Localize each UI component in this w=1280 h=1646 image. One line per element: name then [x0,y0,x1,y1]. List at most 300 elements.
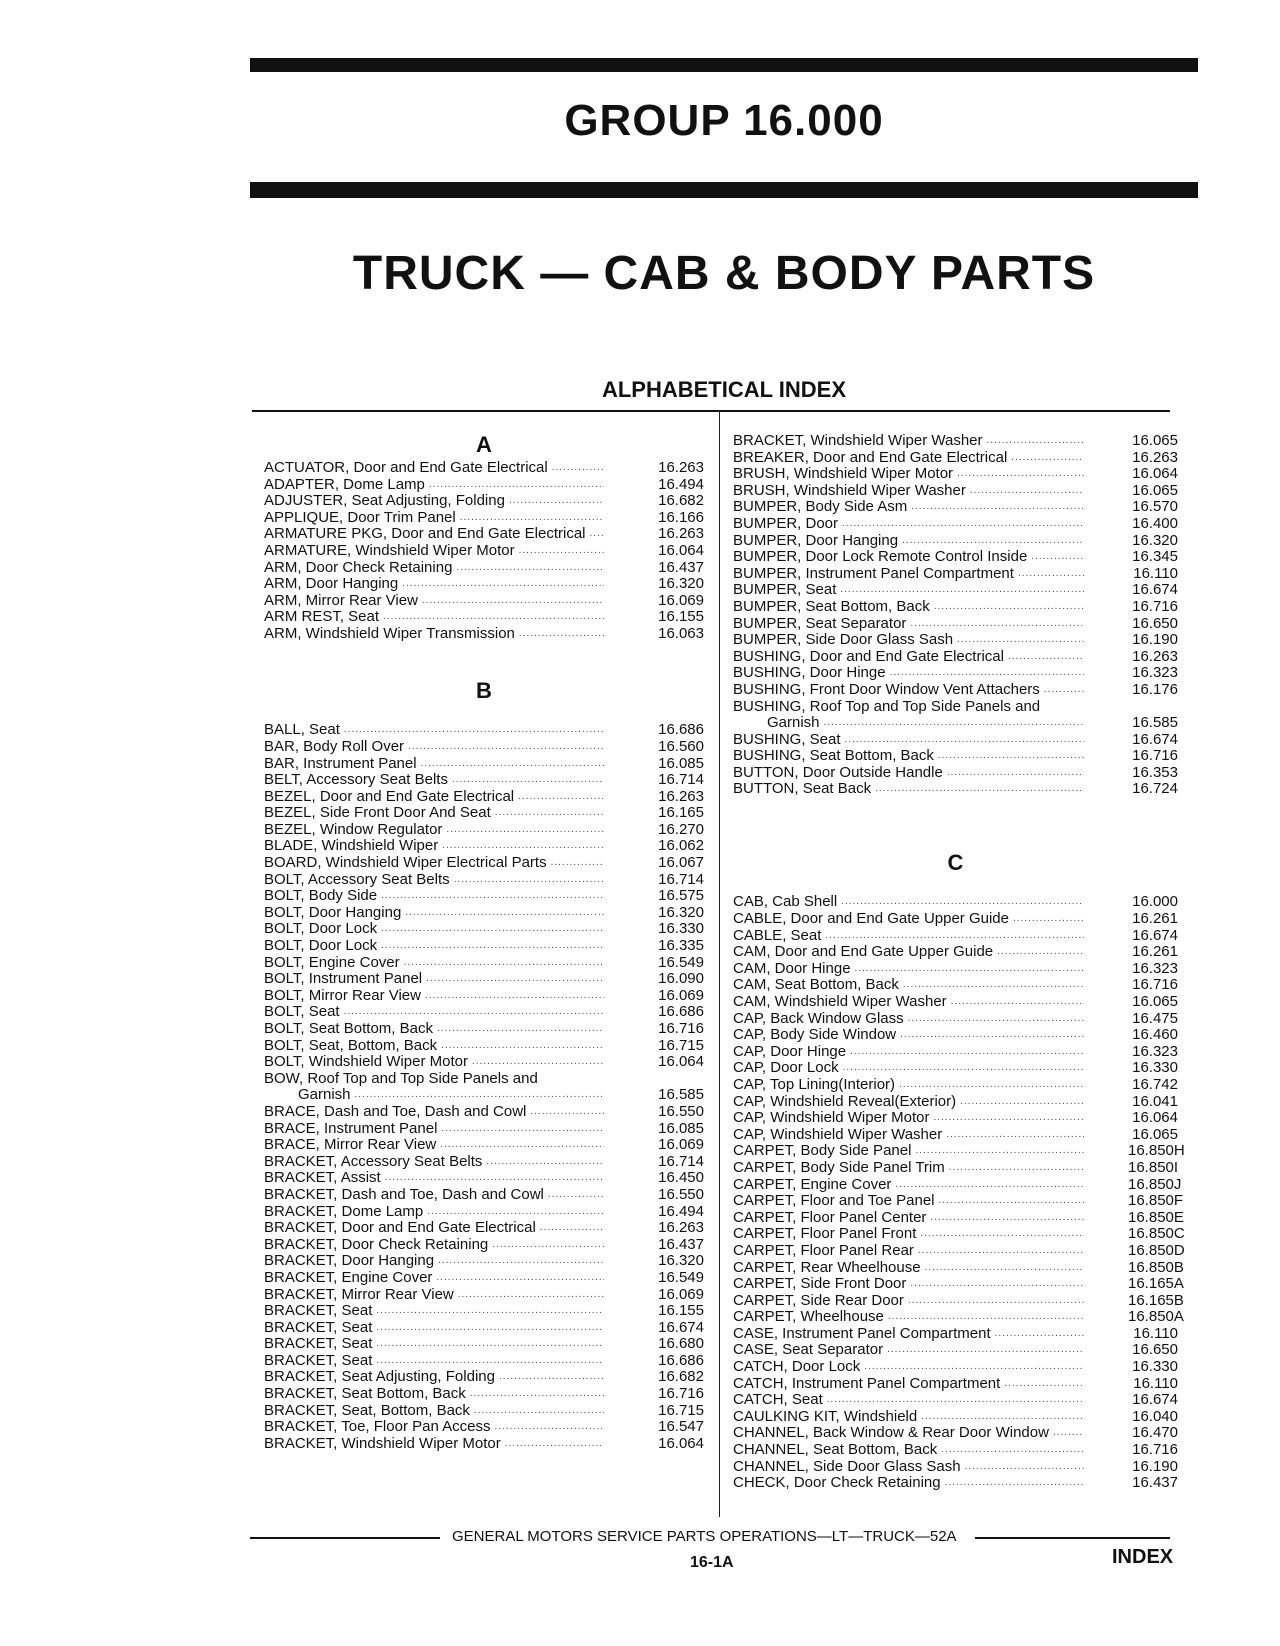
entry-group-number: 16.064 [658,1434,704,1452]
dot-leader [850,1044,1084,1061]
dot-leader [910,1276,1084,1293]
entry-label: CATCH, Seat [733,1391,823,1409]
dot-leader [344,722,604,739]
index-entry [733,911,1178,928]
entry-group-number: 16.165A [1128,1275,1184,1293]
dot-leader [938,748,1084,765]
entry-group-number: 16.065 [1132,481,1178,499]
entry-group-number: 16.320 [658,1252,704,1270]
dot-leader [530,1104,604,1121]
entry-group-number: 16.549 [658,953,704,971]
entry-label: BRACE, Dash and Toe, Dash and Cowl [264,1102,527,1120]
spacer [733,831,1178,848]
index-entry [733,1011,1178,1028]
entry-label: BRACKET, Door and End Gate Electrical [264,1219,536,1237]
index-entry [733,466,1178,483]
index-entry [733,977,1178,994]
dot-leader [1011,450,1084,467]
index-entry [264,838,704,855]
entry-label: CAM, Door and End Gate Upper Guide [733,943,994,961]
entry-label: BUSHING, Seat [733,730,841,748]
entry-label: CAM, Door Hinge [733,959,851,977]
entry-label: BRACKET, Dome Lamp [264,1202,424,1220]
dot-leader [441,1038,604,1055]
entry-label: ADJUSTER, Seat Adjusting, Folding [264,492,505,510]
dot-leader [426,971,604,988]
index-entry [264,1436,704,1453]
entry-label: CARPET, Floor Panel Front [733,1225,917,1243]
entry-label: BRACKET, Seat, Bottom, Back [264,1401,470,1419]
dot-leader [888,1309,1084,1326]
dot-leader [446,822,604,839]
index-entry [733,1475,1178,1492]
entry-group-number: 16.550 [658,1185,704,1203]
entry-label: BRACKET, Seat [264,1318,373,1336]
entry-group-number: 16.065 [1132,1125,1178,1143]
index-entry [733,1110,1178,1127]
entry-group-number: 16.069 [658,1136,704,1154]
entry-group-number: 16.682 [658,1368,704,1386]
index-entry [264,1237,704,1254]
index-entry [264,955,704,972]
index-entry [733,1442,1178,1459]
dot-leader [495,1419,605,1436]
entry-label: CARPET, Engine Cover [733,1175,892,1193]
index-entry [264,576,704,593]
dot-leader [474,1403,604,1420]
entry-group-number: 16.400 [1132,514,1178,532]
entry-group-number: 16.575 [658,887,704,905]
dot-leader [925,1260,1084,1277]
entry-group-number: 16.716 [1132,1441,1178,1459]
entry-label: CAB, Cab Shell [733,893,838,911]
entry-group-number: 16.064 [1132,465,1178,483]
dot-leader [344,1004,604,1021]
index-entry [264,1004,704,1021]
middle-rule [250,182,1198,198]
entry-label: BOLT, Mirror Rear View [264,986,421,1004]
dot-leader [827,1392,1084,1409]
entry-label: CAP, Windshield Wiper Washer [733,1125,943,1143]
entry-group-number: 16.085 [658,1119,704,1137]
entry-group-number: 16.166 [658,508,704,526]
dot-leader [470,1386,604,1403]
entry-label: BRACE, Mirror Rear View [264,1136,437,1154]
dot-leader [908,1293,1084,1310]
entry-group-number: 16.190 [1132,631,1178,649]
index-entry [733,1225,1185,1243]
spacer [264,643,704,660]
index-entry [733,1060,1178,1077]
index-entry [733,1208,1184,1227]
entry-label: BUMPER, Instrument Panel Compartment [733,564,1014,582]
dot-leader [864,1359,1084,1376]
index-entry [733,894,1178,911]
dot-leader [381,938,604,955]
entry-label: CABLE, Door and End Gate Upper Guide [733,910,1009,928]
dot-leader [1031,549,1084,566]
index-entry [733,649,1178,666]
index-entry [733,1342,1178,1359]
index-entry [733,533,1178,550]
entry-group-number: 16.549 [658,1268,704,1286]
entry-group-number: 16.460 [1132,1026,1178,1044]
index-entry [733,582,1178,599]
entry-group-number: 16.714 [658,870,704,888]
entry-label: BUTTON, Seat Back [733,780,872,798]
dot-leader [941,1442,1084,1459]
entry-group-number: 16.263 [658,525,704,543]
dot-leader [548,1187,604,1204]
entry-group-number: 16.263 [658,1219,704,1237]
entry-group-number: 16.065 [1132,993,1178,1010]
index-entry [733,1359,1178,1376]
section-letter: C [947,849,964,875]
entry-group-number: 16.320 [658,903,704,921]
entry-group-number: 16.724 [1132,780,1178,798]
entry-label: Garnish [298,1086,351,1104]
entry-label: CATCH, Instrument Panel Compartment [733,1374,1001,1392]
dot-leader [910,616,1084,633]
entry-label: CHECK, Door Check Retaining [733,1474,941,1492]
index-entry [264,1336,704,1353]
dot-leader [519,543,604,560]
dot-leader [895,1177,1084,1194]
index-entry [264,1054,704,1071]
index-entry [733,549,1178,566]
dot-leader [987,433,1084,450]
entry-label: CARPET, Floor and Toe Panel [733,1192,935,1210]
dot-leader [899,1077,1084,1094]
entry-label: CARPET, Rear Wheelhouse [733,1258,921,1276]
entry-label: BUMPER, Door [733,514,839,532]
index-entry [264,1087,704,1104]
dot-leader [970,483,1084,500]
entry-group-number: 16.680 [658,1335,704,1353]
entry-label: BUMPER, Seat Bottom, Back [733,597,930,615]
entry-group-number: 16.261 [1132,910,1178,928]
index-entry [733,732,1178,749]
entry-label: BALL, Seat [264,721,340,739]
entry-group-number: 16.715 [658,1401,704,1419]
entry-label: BRACKET, Seat Bottom, Back [264,1385,466,1403]
entry-label: CHANNEL, Back Window & Rear Door Window [733,1424,1049,1442]
entry-group-number: 16.041 [1132,1092,1178,1110]
entry-group-number: 16.686 [658,1003,704,1021]
dot-leader [824,715,1084,732]
dot-leader [422,593,604,610]
entry-group-number: 16.674 [1132,1391,1178,1409]
entry-group-number: 16.650 [1132,614,1178,632]
entry-label: CASE, Seat Separator [733,1341,884,1359]
index-entry [264,1353,704,1370]
entry-label: BOLT, Accessory Seat Belts [264,870,450,888]
entry-label: BRACKET, Engine Cover [264,1268,433,1286]
entry-label: ARM, Door Hanging [264,575,399,593]
dot-leader [875,781,1084,798]
index-entry [264,1386,704,1403]
dot-leader [1013,911,1084,928]
entry-group-number: 16.067 [658,854,704,872]
entry-group-number: 16.674 [1132,926,1178,944]
entry-group-number: 16.494 [658,1202,704,1220]
dot-leader [947,765,1084,782]
entry-label: BUSHING, Roof Top and Top Side Panels and [733,697,1041,715]
entry-group-number: 16.570 [1132,498,1178,516]
index-entry [264,493,704,510]
entry-group-number: 16.850E [1128,1208,1184,1226]
index-entry [733,781,1178,798]
entry-group-number: 16.674 [1132,730,1178,748]
entry-group-number: 16.110 [1133,1324,1178,1342]
index-entry [733,1241,1185,1260]
entry-label: ARMATURE, Windshield Wiper Motor [264,541,515,559]
footer-rule-left [250,1537,440,1539]
dot-leader [957,466,1084,483]
index-entry [733,1308,1184,1326]
index-entry [733,928,1178,945]
index-entry [264,855,704,872]
dot-leader [887,1342,1084,1359]
dot-leader [425,988,604,1005]
entry-label: CAP, Windshield Reveal(Exterior) [733,1092,957,1110]
index-entry [264,1104,704,1121]
entry-group-number: 16.263 [1132,647,1178,665]
entry-label: BUMPER, Seat [733,581,837,599]
entry-label: CHANNEL, Side Door Glass Sash [733,1457,961,1475]
dot-leader [441,1121,604,1138]
index-entry [264,739,704,756]
entry-group-number: 16.064 [1132,1109,1178,1127]
entry-label: Garnish [767,714,820,732]
entry-group-number: 16.263 [1132,448,1178,466]
entry-label: BRACKET, Windshield Wiper Washer [733,432,983,449]
index-entry [733,1409,1178,1426]
entry-label: CARPET, Body Side Panel Trim [733,1158,945,1176]
entry-group-number: 16.650 [1132,1341,1178,1359]
entry-group-number: 16.450 [658,1169,704,1187]
spacer [264,706,704,723]
entry-group-number: 16.323 [1132,959,1178,977]
dot-leader [920,1226,1084,1243]
dot-leader [997,944,1084,961]
dot-leader [552,460,604,477]
entry-group-number: 16.069 [658,986,704,1004]
entry-label: CARPET, Body Side Panel [733,1142,912,1160]
column-divider [719,411,720,1517]
spacer [733,878,1178,895]
entry-group-number: 16.716 [1132,597,1178,615]
entry-label: BOLT, Door Lock [264,937,378,955]
dot-leader [842,516,1084,533]
dot-leader [495,805,604,822]
entry-group-number: 16.715 [658,1036,704,1054]
index-entry [733,1326,1178,1343]
dot-leader [381,888,604,905]
index-entry [264,1204,704,1221]
index-entry [264,1137,704,1154]
entry-label: BUMPER, Door Lock Remote Control Inside [733,548,1028,566]
entry-label: ARM, Windshield Wiper Transmission [264,624,515,642]
entry-group-number: 16.437 [1132,1474,1178,1492]
section-letter: A [476,432,492,457]
entry-label: CAM, Windshield Wiper Washer [733,993,947,1010]
dot-leader [519,626,604,643]
entry-group-number: 16.335 [658,937,704,955]
index-entry [264,1187,704,1204]
dot-leader [499,1369,604,1386]
index-entry [733,1044,1178,1061]
index-entry [733,1275,1184,1293]
entry-group-number: 16.437 [658,558,704,576]
dot-leader [492,1237,604,1254]
entry-group-number: 16.320 [658,575,704,593]
entry-label: BRACKET, Seat [264,1351,373,1369]
entry-label: BRACKET, Door Hanging [264,1252,435,1270]
entry-group-number: 16.165 [658,804,704,822]
dot-leader [946,1127,1084,1144]
dot-leader [843,1060,1084,1077]
entry-group-number: 16.585 [1132,714,1178,732]
index-entry [733,715,1178,732]
dot-leader [845,732,1084,749]
dot-leader [509,493,604,510]
entry-group-number: 16.155 [658,1302,704,1320]
entry-group-number: 16.686 [658,1351,704,1369]
index-entry [264,477,704,494]
index-entry [264,971,704,988]
dot-leader [472,1054,604,1071]
dot-leader [438,1253,604,1270]
entry-label: BRUSH, Windshield Wiper Motor [733,465,954,483]
page-number: 16-1A [690,1554,734,1571]
entry-group-number: 16.110 [1133,564,1178,582]
entry-group-number: 16.345 [1132,548,1178,566]
entry-group-number: 16.110 [1133,1374,1178,1392]
index-entry [264,560,704,577]
entry-label: APPLIQUE, Door Trim Panel [264,508,456,526]
index-entry [733,1376,1178,1393]
index-entry [264,988,704,1005]
index-entry [264,1419,704,1436]
index-entry [733,665,1178,682]
entry-group-number: 16.090 [658,970,704,988]
index-entry [264,1270,704,1287]
entry-group-number: 16.475 [1132,1009,1178,1027]
entry-label: BUMPER, Side Door Glass Sash [733,631,954,649]
entry-group-number: 16.716 [1132,747,1178,765]
index-entry [733,994,1178,1011]
entry-label: BUMPER, Door Hanging [733,531,899,549]
dot-leader [454,872,604,889]
entry-label: CAM, Seat Bottom, Back [733,976,899,994]
dot-leader [934,599,1084,616]
entry-label: BOLT, Seat Bottom, Back [264,1020,433,1037]
dot-leader [945,1475,1084,1492]
entry-label: CARPET, Side Rear Door [733,1291,904,1309]
entry-label: BRACKET, Dash and Toe, Dash and Cowl [264,1185,544,1203]
entry-group-number: 16.263 [658,787,704,805]
dot-leader [965,1459,1084,1476]
entry-group-number: 16.261 [1132,943,1178,961]
entry-group-number: 16.850I [1128,1158,1179,1176]
footer-text: GENERAL MOTORS SERVICE PARTS OPERATIONS—LT—TRUCK—52A [452,1528,957,1545]
entry-label: BLADE, Windshield Wiper [264,837,439,855]
index-entry [733,1027,1178,1044]
entry-group-number: 16.585 [658,1086,704,1104]
entry-label: ARMATURE PKG, Door and End Gate Electrical [264,525,586,543]
entry-label: BEZEL, Window Regulator [264,820,443,838]
entry-label: BRACKET, Toe, Floor Pan Access [264,1418,491,1436]
dot-leader [911,499,1084,516]
entry-label: CAP, Top Lining(Interior) [733,1075,896,1093]
index-entry [264,510,704,527]
entry-group-number: 16.682 [658,492,704,510]
dot-leader [381,921,604,938]
entry-group-number: 16.176 [1132,680,1178,698]
dot-leader [890,665,1084,682]
entry-group-number: 16.686 [658,721,704,739]
dot-leader [900,1027,1084,1044]
entry-group-number: 16.063 [658,624,704,642]
entry-group-number: 16.716 [658,1020,704,1037]
dot-leader [960,1094,1084,1111]
dot-leader [957,632,1084,649]
dot-leader [458,1287,604,1304]
entry-label: BRACKET, Seat Adjusting, Folding [264,1368,495,1386]
entry-group-number: 16.850F [1128,1192,1184,1210]
index-entry [733,1459,1178,1476]
index-entry [264,626,704,643]
entry-group-number: 16.850C [1128,1225,1185,1243]
entry-label: BELT, Accessory Seat Belts [264,771,448,789]
entry-group-number: 16.085 [658,754,704,772]
index-entry [264,921,704,938]
entry-label: BOARD, Windshield Wiper Electrical Parts [264,854,547,872]
section-label: INDEX [1112,1546,1174,1568]
index-entry [264,526,704,543]
index-entry [733,566,1178,583]
dot-leader [855,961,1084,978]
entry-group-number: 16.674 [1132,581,1178,599]
dot-leader [440,1137,604,1154]
entry-group-number: 16.062 [658,837,704,855]
dot-leader [933,1110,1084,1127]
dot-leader [505,1436,604,1453]
dot-leader [427,1204,604,1221]
index-entry [264,1253,704,1270]
entry-label: ADAPTER, Dome Lamp [264,475,425,493]
index-entry [733,1175,1182,1194]
entry-group-number: 16.165B [1128,1291,1184,1309]
entry-label: BRACKET, Seat [264,1335,373,1353]
spacer [733,798,1178,815]
entry-label: CAP, Door Lock [733,1059,839,1077]
index-entry [264,543,704,560]
entry-label: BOW, Roof Top and Top Side Panels and [264,1069,538,1087]
dot-leader [825,928,1084,945]
entry-group-number: 16.069 [658,1285,704,1303]
entry-label: CATCH, Door Lock [733,1358,861,1376]
entry-group-number: 16.850B [1128,1258,1184,1276]
dot-leader [1018,566,1084,583]
entry-group-number: 16.190 [1132,1457,1178,1475]
index-entry [733,632,1178,649]
dot-leader [486,1154,604,1171]
dot-leader [442,838,604,855]
index-entry [264,872,704,889]
entry-group-number: 16.270 [658,820,704,838]
